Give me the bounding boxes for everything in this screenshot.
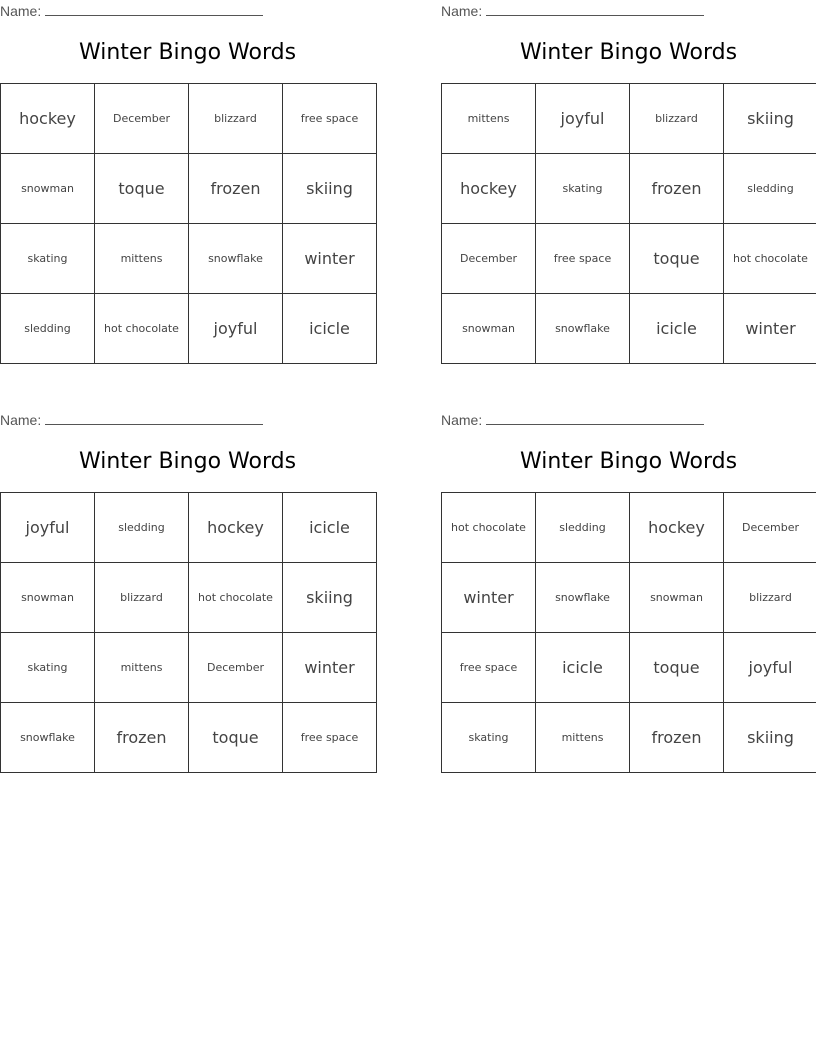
name-blank-line — [486, 412, 704, 425]
bingo-cell: joyful — [536, 84, 630, 154]
bingo-cell: joyful — [724, 633, 816, 703]
bingo-cell: snowflake — [1, 703, 95, 773]
bingo-cell: icicle — [283, 294, 377, 364]
bingo-cell: mittens — [536, 703, 630, 773]
name-label: Name: — [441, 3, 483, 19]
grid-row — [442, 154, 816, 224]
bingo-cell: frozen — [630, 154, 724, 224]
bingo-cell: frozen — [189, 154, 283, 224]
grid-row — [1, 563, 377, 633]
name-blank-line — [486, 3, 704, 16]
bingo-cell: skiing — [724, 84, 816, 154]
bingo-cell: frozen — [95, 703, 189, 773]
bingo-cell: toque — [630, 633, 724, 703]
bingo-cell: blizzard — [630, 84, 724, 154]
bingo-cell: skiing — [283, 563, 377, 633]
bingo-cell: hot chocolate — [442, 493, 536, 563]
bingo-cell: free space — [283, 703, 377, 773]
bingo-cell: icicle — [536, 633, 630, 703]
bingo-cell: toque — [95, 154, 189, 224]
bingo-cell: winter — [283, 633, 377, 703]
bingo-cell: mittens — [95, 633, 189, 703]
name-field — [441, 3, 704, 19]
name-label: Name: — [441, 412, 483, 428]
name-field — [0, 412, 263, 428]
bingo-grid — [441, 492, 816, 773]
bingo-cell: sledding — [536, 493, 630, 563]
grid-row — [1, 633, 377, 703]
name-field — [441, 412, 704, 428]
name-blank-line — [45, 412, 263, 425]
card-title: Winter Bingo Words — [78, 40, 297, 65]
bingo-cell: sledding — [95, 493, 189, 563]
bingo-cell: toque — [630, 224, 724, 294]
bingo-cell: snowman — [630, 563, 724, 633]
bingo-cell: snowman — [1, 563, 95, 633]
bingo-cell: snowflake — [189, 224, 283, 294]
grid-row — [1, 493, 377, 563]
bingo-cell: winter — [283, 224, 377, 294]
name-label: Name: — [0, 412, 42, 428]
bingo-cell: December — [95, 84, 189, 154]
bingo-cell: hot chocolate — [189, 563, 283, 633]
grid-row — [1, 703, 377, 773]
grid-row — [1, 224, 377, 294]
bingo-cell: snowman — [442, 294, 536, 364]
card-title: Winter Bingo Words — [78, 449, 297, 474]
bingo-cell: joyful — [189, 294, 283, 364]
bingo-cell: December — [189, 633, 283, 703]
bingo-cell: sledding — [724, 154, 816, 224]
bingo-cell: skating — [536, 154, 630, 224]
bingo-cell: skiing — [724, 703, 816, 773]
bingo-grid — [441, 83, 816, 364]
grid-row — [442, 224, 816, 294]
card-title: Winter Bingo Words — [519, 40, 738, 65]
grid-row — [442, 633, 816, 703]
grid-row — [442, 493, 816, 563]
bingo-cell: hot chocolate — [724, 224, 816, 294]
bingo-cell: hockey — [189, 493, 283, 563]
name-field — [0, 3, 263, 19]
bingo-cell: blizzard — [189, 84, 283, 154]
bingo-cell: skating — [1, 224, 95, 294]
bingo-cell: skiing — [283, 154, 377, 224]
bingo-cell: December — [724, 493, 816, 563]
bingo-grid — [0, 492, 377, 773]
name-label: Name: — [0, 3, 42, 19]
bingo-cell: mittens — [442, 84, 536, 154]
bingo-cell: skating — [442, 703, 536, 773]
grid-row — [442, 703, 816, 773]
bingo-cell: free space — [536, 224, 630, 294]
grid-row — [1, 294, 377, 364]
grid-row — [1, 154, 377, 224]
bingo-cell: hockey — [1, 84, 95, 154]
name-blank-line — [45, 3, 263, 16]
bingo-cell: blizzard — [724, 563, 816, 633]
bingo-cell: frozen — [630, 703, 724, 773]
bingo-cell: winter — [724, 294, 816, 364]
bingo-cell: mittens — [95, 224, 189, 294]
bingo-cell: hot chocolate — [95, 294, 189, 364]
bingo-cell: free space — [442, 633, 536, 703]
bingo-cell: hockey — [630, 493, 724, 563]
grid-row — [442, 563, 816, 633]
grid-row — [1, 84, 377, 154]
bingo-cell: toque — [189, 703, 283, 773]
bingo-cell: snowman — [1, 154, 95, 224]
card-title: Winter Bingo Words — [519, 449, 738, 474]
bingo-cell: joyful — [1, 493, 95, 563]
bingo-cell: winter — [442, 563, 536, 633]
bingo-cell: skating — [1, 633, 95, 703]
bingo-cell: hockey — [442, 154, 536, 224]
grid-row — [442, 294, 816, 364]
bingo-cell: blizzard — [95, 563, 189, 633]
bingo-cell: icicle — [283, 493, 377, 563]
bingo-cell: snowflake — [536, 563, 630, 633]
bingo-cell: free space — [283, 84, 377, 154]
bingo-cell: sledding — [1, 294, 95, 364]
grid-row — [442, 84, 816, 154]
bingo-cell: icicle — [630, 294, 724, 364]
bingo-cell: December — [442, 224, 536, 294]
bingo-cell: snowflake — [536, 294, 630, 364]
bingo-grid — [0, 83, 377, 364]
